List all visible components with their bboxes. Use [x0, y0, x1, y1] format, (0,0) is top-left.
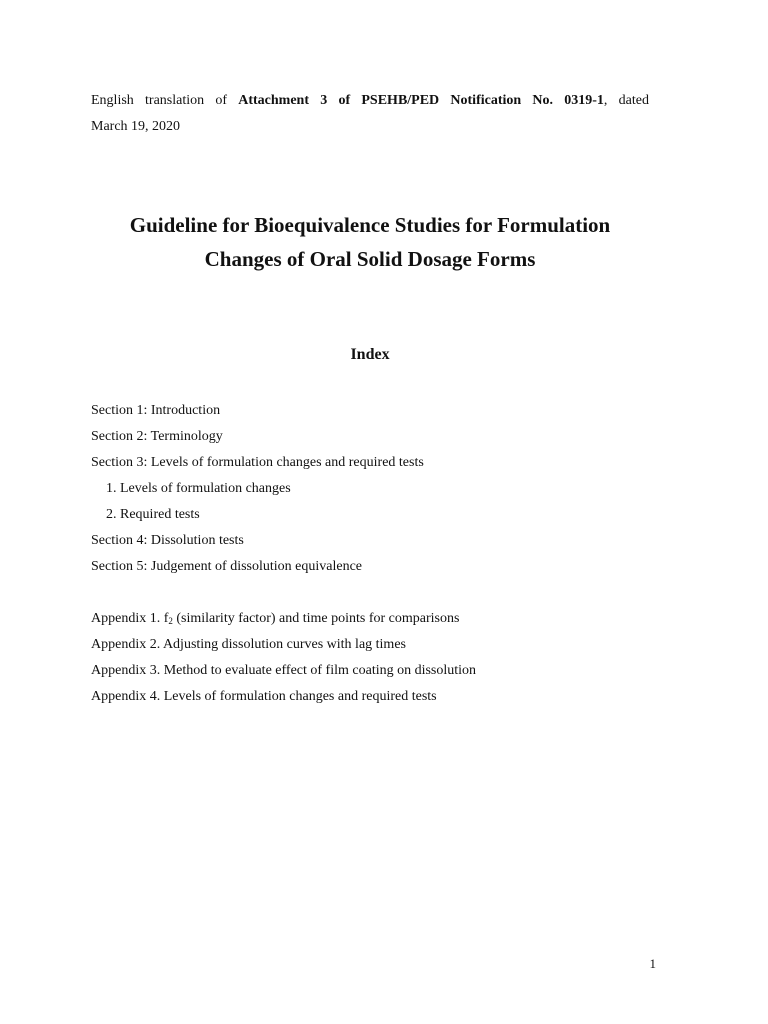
document-title [60, 208, 680, 276]
header-line-1 [91, 88, 649, 114]
header-prefix: English translation of [91, 93, 239, 108]
appendix-1-subscript: 2 [168, 616, 173, 626]
appendix-1-prefix: Appendix 1. f [91, 611, 169, 626]
translation-header [91, 88, 649, 140]
title-line-1: Guideline for Bioequivalence Studies for Formulation [129, 213, 611, 237]
page-number: 1 [649, 956, 656, 971]
toc-appendix-1 [91, 606, 691, 632]
toc-subsection-3-2: 2. Required tests [106, 507, 200, 522]
toc-appendix-4: Appendix 4. Levels of formulation changes and required tests [91, 689, 437, 704]
toc-appendix-3: Appendix 3. Method to evaluate effect of film coating on dissolution [91, 663, 477, 678]
toc-appendix-2: Appendix 2. Adjusting dissolution curves with lag times [91, 637, 406, 652]
toc-section-3: Section 3: Levels of formulation changes and required tests [91, 455, 424, 470]
appendix-1-suffix: (similarity factor) and time points for comparisons [172, 611, 460, 626]
appendix-list [91, 606, 691, 710]
section-list [91, 398, 691, 580]
toc-section-4: Section 4: Dissolution tests [91, 533, 244, 548]
toc-section-1: Section 1: Introduction [91, 403, 221, 418]
title-line-2: Changes of Oral Solid Dosage Forms [204, 247, 536, 271]
toc-section-5: Section 5: Judgement of dissolution equivalence [91, 559, 363, 574]
header-suffix: , dated [603, 93, 649, 108]
toc-section-2: Section 2: Terminology [91, 429, 223, 444]
header-attachment: Attachment 3 of PSEHB/PED Notification No. 0319-1 [238, 93, 604, 108]
toc-subsection-3-1: 1. Levels of formulation changes [106, 481, 291, 496]
header-date: March 19, 2020 [91, 119, 181, 134]
index-heading: Index [350, 346, 390, 363]
